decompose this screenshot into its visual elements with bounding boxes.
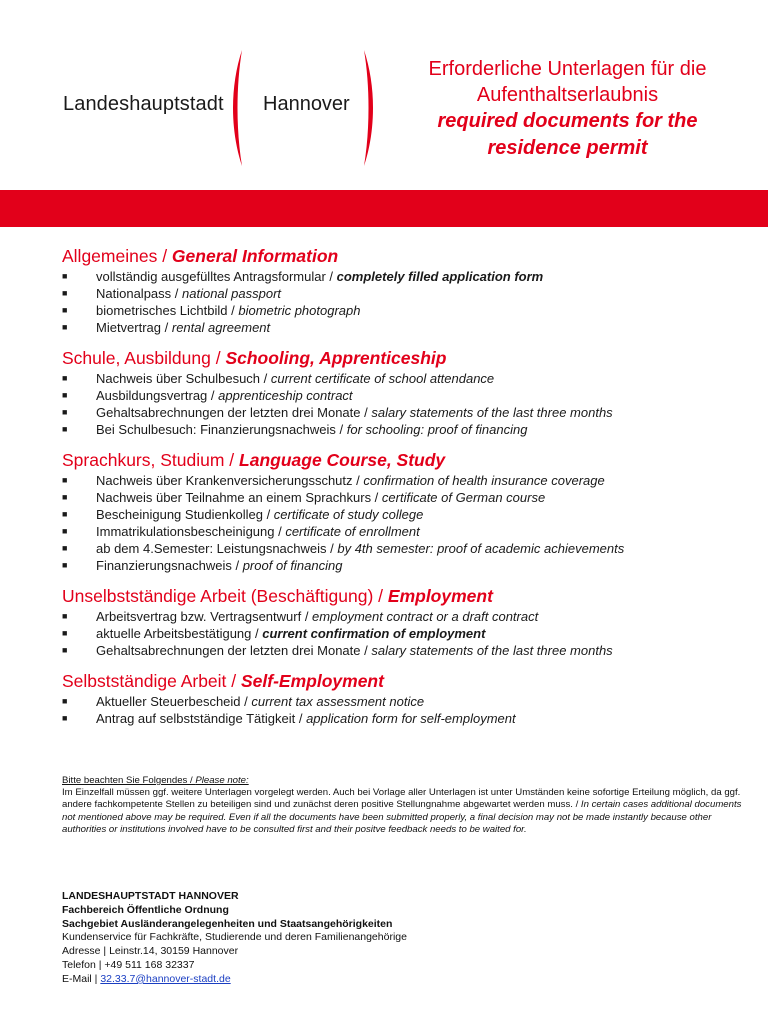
item-text-en: apprenticeship contract bbox=[218, 388, 353, 403]
footer-service: Kundenservice für Fachkräfte, Studierende und deren Familienangehörige bbox=[62, 931, 407, 944]
item-text-de: ab dem 4.Semester: Leistungsnachweis / bbox=[96, 541, 338, 556]
list-item bbox=[62, 608, 752, 625]
item-text-en: salary statements of the last three months bbox=[371, 405, 613, 420]
list-item bbox=[62, 625, 752, 642]
item-text-de: Mietvertrag / bbox=[96, 320, 172, 335]
item-text-de: Nachweis über Schulbesuch / bbox=[96, 371, 271, 386]
title-de-line-1: Erforderliche Unterlagen für die bbox=[428, 58, 707, 80]
item-text-de: aktuelle Arbeitsbestätigung / bbox=[96, 626, 263, 641]
list-item bbox=[62, 387, 752, 404]
title-de-line-2: Aufenthaltserlaubnis bbox=[476, 84, 659, 106]
document-title bbox=[395, 56, 740, 162]
bullet-square-icon: ■ bbox=[62, 713, 68, 723]
list-item bbox=[62, 319, 752, 336]
note-heading-en: Please note: bbox=[195, 775, 249, 786]
list-item bbox=[62, 285, 752, 302]
item-text-de: Antrag auf selbstständige Tätigkeit / bbox=[96, 711, 307, 726]
footer-phone: Telefon | +49 511 168 32337 bbox=[62, 958, 195, 971]
list-item bbox=[62, 540, 752, 557]
bullet-square-icon: ■ bbox=[62, 645, 68, 655]
document-list bbox=[62, 370, 752, 438]
bullet-square-icon: ■ bbox=[62, 322, 68, 332]
section-title-en: Employment bbox=[387, 586, 493, 606]
item-text-en: national passport bbox=[182, 286, 282, 301]
section-title bbox=[62, 669, 752, 693]
section-title bbox=[62, 346, 752, 370]
bullet-square-icon: ■ bbox=[62, 560, 68, 570]
bullet-square-icon: ■ bbox=[62, 373, 68, 383]
email-link[interactable]: 32.33.7@hannover-stadt.de bbox=[100, 972, 231, 985]
document-list bbox=[62, 268, 752, 336]
please-note-block bbox=[62, 775, 742, 836]
footer-unit: Sachgebiet Ausländerangelegenheiten und Staatsangehörigkeiten bbox=[62, 917, 393, 930]
section bbox=[62, 448, 752, 574]
footer-org: LANDESHAUPTSTADT HANNOVER bbox=[62, 890, 239, 902]
list-item bbox=[62, 268, 752, 285]
bullet-square-icon: ■ bbox=[62, 288, 68, 298]
title-en-line-1: required documents for the bbox=[437, 110, 698, 132]
footer-dept: Fachbereich Öffentliche Ordnung bbox=[62, 903, 229, 916]
item-text-en: certificate of German course bbox=[381, 490, 546, 505]
bullet-square-icon: ■ bbox=[62, 628, 68, 638]
item-text-de: Immatrikulationsbescheinigung / bbox=[96, 524, 286, 539]
note-body-en: In certain cases additional documents not mentioned above may be required. Even if all the documents have been submitted properly, a final decision may not be made instantly because other authorities or institutions involved have to be consulted first and their positve feedback needs to be waited for. bbox=[62, 799, 742, 835]
list-item bbox=[62, 489, 752, 506]
list-item bbox=[62, 370, 752, 387]
list-item bbox=[62, 404, 752, 421]
bullet-square-icon: ■ bbox=[62, 611, 68, 621]
footer-address: Adresse | Leinstr.14, 30159 Hannover bbox=[62, 945, 239, 958]
section-title bbox=[62, 448, 752, 472]
section bbox=[62, 584, 752, 659]
item-text-de: Bei Schulbesuch: Finanzierungsnachweis / bbox=[96, 422, 347, 437]
list-item bbox=[62, 642, 752, 659]
list-item bbox=[62, 506, 752, 523]
section-title bbox=[62, 584, 752, 608]
list-item bbox=[62, 421, 752, 438]
item-text-de: Arbeitsvertrag bzw. Vertragsentwurf / bbox=[96, 609, 313, 624]
bullet-square-icon: ■ bbox=[62, 390, 68, 400]
item-text-de: Aktueller Steuerbescheid / bbox=[96, 694, 252, 709]
section-title-de: Selbstständige Arbeit / bbox=[62, 671, 241, 691]
item-text-de: Gehaltsabrechnungen der letzten drei Monate / bbox=[96, 405, 372, 420]
bullet-square-icon: ■ bbox=[62, 407, 68, 417]
document-list bbox=[62, 472, 752, 574]
note-heading bbox=[62, 775, 249, 786]
bullet-square-icon: ■ bbox=[62, 305, 68, 315]
bullet-square-icon: ■ bbox=[62, 526, 68, 536]
list-item bbox=[62, 557, 752, 574]
section bbox=[62, 669, 752, 727]
list-item bbox=[62, 710, 752, 727]
bullet-square-icon: ■ bbox=[62, 509, 68, 519]
logo-text-landeshauptstadt: Landeshauptstadt bbox=[63, 93, 224, 115]
requirements-content bbox=[62, 244, 752, 737]
section-title-en: Self-Employment bbox=[241, 671, 384, 691]
item-text-de: Nachweis über Teilnahme an einem Sprachkurs / bbox=[96, 490, 382, 505]
item-text-de: Nationalpass / bbox=[96, 286, 182, 301]
item-text-en: completely filled application form bbox=[336, 269, 544, 284]
item-text-en: by 4th semester: proof of academic achievements bbox=[337, 541, 625, 556]
document-header bbox=[0, 0, 768, 190]
document-list bbox=[62, 608, 752, 659]
item-text-en: for schooling: proof of financing bbox=[346, 422, 528, 437]
item-text-en: current confirmation of employment bbox=[262, 626, 486, 641]
item-text-en: certificate of enrollment bbox=[285, 524, 420, 539]
item-text-en: proof of financing bbox=[242, 558, 343, 573]
section-title-de: Allgemeines / bbox=[62, 246, 172, 266]
item-text-de: biometrisches Lichtbild / bbox=[96, 303, 239, 318]
bullet-square-icon: ■ bbox=[62, 271, 68, 281]
contact-footer bbox=[62, 890, 407, 987]
footer-email-line bbox=[62, 973, 407, 987]
bullet-square-icon: ■ bbox=[62, 543, 68, 553]
item-text-en: rental agreement bbox=[171, 320, 271, 335]
item-text-en: biometric photograph bbox=[238, 303, 361, 318]
item-text-en: confirmation of health insurance coverage bbox=[363, 473, 605, 488]
item-text-en: application form for self-employment bbox=[306, 711, 516, 726]
item-text-en: certificate of study college bbox=[273, 507, 424, 522]
item-text-de: Bescheinigung Studienkolleg / bbox=[96, 507, 274, 522]
item-text-en: current certificate of school attendance bbox=[270, 371, 495, 386]
bullet-square-icon: ■ bbox=[62, 424, 68, 434]
item-text-en: salary statements of the last three months bbox=[371, 643, 613, 658]
title-en-line-2: residence permit bbox=[487, 137, 648, 159]
list-item bbox=[62, 523, 752, 540]
document-list bbox=[62, 693, 752, 727]
section-title-de: Schule, Ausbildung / bbox=[62, 348, 226, 368]
section-title-de: Unselbstständige Arbeit (Beschäftigung) / bbox=[62, 586, 388, 606]
item-text-de: Gehaltsabrechnungen der letzten drei Monate / bbox=[96, 643, 372, 658]
section bbox=[62, 346, 752, 438]
item-text-de: Ausbildungsvertrag / bbox=[96, 388, 219, 403]
list-item bbox=[62, 472, 752, 489]
footer-email-label: E-Mail | bbox=[62, 972, 101, 985]
section-title-de: Sprachkurs, Studium / bbox=[62, 450, 240, 470]
note-heading-de: Bitte beachten Sie Folgendes / bbox=[62, 775, 196, 786]
item-text-de: Nachweis über Krankenversicherungsschutz / bbox=[96, 473, 364, 488]
logo-text-hannover: Hannover bbox=[263, 93, 350, 115]
section-title-en: General Information bbox=[171, 246, 339, 266]
section-title-en: Language Course, Study bbox=[239, 450, 446, 470]
note-body-de: Im Einzelfall müssen ggf. weitere Unterlagen vorgelegt werden. Auch bei Vorlage aller Unterlagen ist unter Umständen keine sofortige Erteilung möglich, da ggf. andere fachkompetente Stellen zu beteiligen sind und zunächst deren positive Stellungnahme abgewartet werden muss. / bbox=[62, 787, 741, 811]
section-title bbox=[62, 244, 752, 268]
item-text-en: current tax assessment notice bbox=[251, 694, 425, 709]
section-title-en: Schooling, Apprenticeship bbox=[225, 348, 447, 368]
bullet-square-icon: ■ bbox=[62, 492, 68, 502]
item-text-de: vollständig ausgefülltes Antragsformular / bbox=[96, 269, 337, 284]
red-divider-bar bbox=[0, 190, 768, 227]
bullet-square-icon: ■ bbox=[62, 475, 68, 485]
list-item bbox=[62, 693, 752, 710]
list-item bbox=[62, 302, 752, 319]
item-text-de: Finanzierungsnachweis / bbox=[96, 558, 243, 573]
bullet-square-icon: ■ bbox=[62, 696, 68, 706]
item-text-en: employment contract or a draft contract bbox=[312, 609, 539, 624]
section bbox=[62, 244, 752, 336]
